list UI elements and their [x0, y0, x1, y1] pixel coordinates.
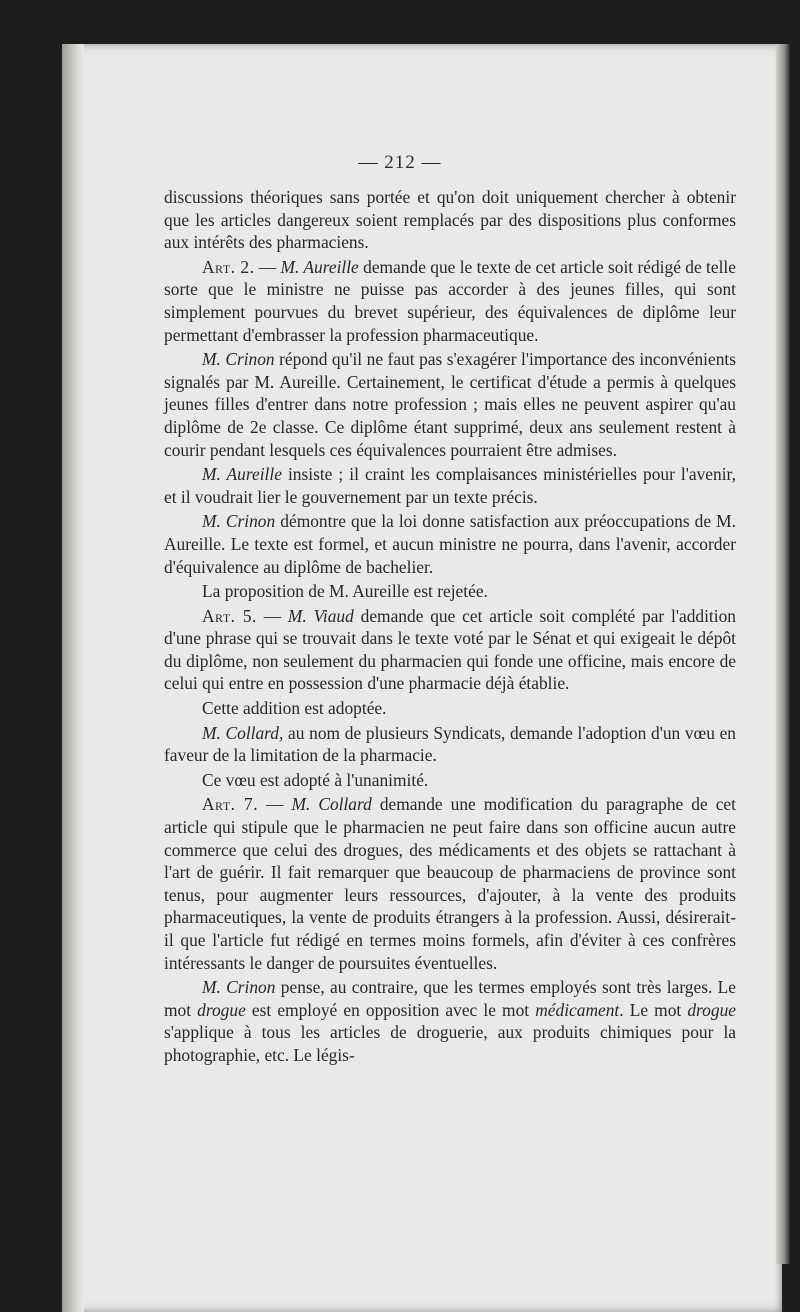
speaker-name: M. Collard, — [202, 722, 284, 743]
paragraph-voeu-adopted — [164, 769, 736, 792]
paragraph-text: demande une modification du paragraphe de cet article qui stipule que le pharmacien ne peut faire dans son officine aucun autre commerce que celui des drogues, des médicaments et des objets se rattachant à l'art de guérir. Il fait remarquer que beaucoup de pharmaciens de province sont tenus, pour augmenter leurs ressources, d'ajouter, à la vente des produits pharmaceutiques, la vente de produits étrangers à la profession. Aussi, désirerait-il que l'article fut rédigé en termes moins formels, afin d'éviter à ces confrères intéressants le danger de poursuites éventuelles. — [164, 794, 736, 973]
paragraph-text: Cette addition est adoptée. — [202, 698, 387, 719]
speaker-name: M. Crinon — [202, 511, 276, 532]
dash: — — [254, 256, 281, 277]
speaker-name: M. Crinon — [202, 977, 276, 998]
speaker-name: M. Aureille — [202, 464, 282, 485]
paragraph-text: demande que cet article soit complété par l'addition d'une phrase qui se trouvait dans le texte voté par le Sénat et qui exigeait le dépôt du diplôme, non seulement du pharmacien qui fonde une officine, mais encore de celui qui entre en possession d'une pharmacie déjà établie. — [164, 605, 736, 694]
paragraph-text: La proposition de M. Aureille est rejetée. — [202, 581, 488, 602]
paragraph-text: démontre que la loi donne satisfaction aux préoccupations de M. Aureille. Le texte est formel, et aucun ministre ne pourra, dans l'avenir, accorder d'équivalence au diplôme de bachelier. — [164, 511, 736, 577]
body-text — [164, 186, 736, 1069]
paragraph-text: demande que le texte de cet article soit rédigé de telle sorte que le ministre ne puisse pas accorder à des jeunes filles, qui sont simplement pourvues du brevet supérieur, des équivalences de diplôme leur permettant d'embrasser la profession pharmaceutique. — [164, 256, 736, 345]
dash: — — [258, 794, 292, 815]
paragraph-continuation — [164, 186, 736, 254]
paragraph-aureille-insists — [164, 463, 736, 508]
article-number: Art. 2. — [202, 256, 255, 277]
speaker-name: M. Viaud — [287, 605, 354, 626]
paragraph-text: insiste ; il craint les complaisances ministérielles pour l'avenir, et il voudrait lier le gouvernement par un texte précis. — [164, 464, 736, 507]
paragraph-text: au nom de plusieurs Syndicats, demande l'adoption d'un vœu en faveur de la limitation de la pharmacie. — [164, 722, 736, 766]
paragraph-art-7 — [164, 793, 736, 974]
paragraph-text: . Le mot — [619, 999, 688, 1020]
emphasis-word: drogue — [687, 999, 736, 1020]
speaker-name: M. Crinon — [202, 349, 275, 370]
paragraph-text: pense, au contraire, que les termes employés sont très larges. Le mot — [164, 977, 736, 1020]
paragraph-text: est employé en opposition avec le mot — [245, 999, 536, 1020]
page-binding-shadow — [62, 44, 84, 1312]
page-edge — [776, 44, 790, 1264]
article-number: Art. 7. — [202, 794, 259, 815]
paragraph-text: Ce vœu est adopté à l'unanimité. — [202, 769, 429, 790]
paragraph-text: discussions théoriques sans portée et qu'on doit uniquement chercher à obtenir que les articles dangereux soient remplacés par des dispositions plus conformes aux intérêts des pharmaciens. — [164, 187, 736, 253]
paragraph-addition-adopted — [164, 697, 736, 720]
article-number: Art. 5. — [202, 605, 257, 626]
emphasis-word: médicament — [535, 999, 620, 1020]
paragraph-crinon-demonstrates — [164, 510, 736, 578]
paragraph-art-5 — [164, 605, 736, 695]
paragraph-text: répond qu'il ne faut pas s'exagérer l'importance des inconvénients signalés par M. Aureille. Certainement, le certificat d'étude a permis à quelques jeunes filles d'entrer dans notre profession ; mais elles ne peuvent aspirer qu'au diplôme de 2e classe. Ce diplôme étant supprimé, deux ans seulement restent à courir pendant lesquels ces équivalences pourraient être admises. — [164, 349, 736, 460]
paragraph-collard-voeu — [164, 722, 736, 767]
paragraph-crinon-reply — [164, 348, 736, 461]
page-number: — 212 — — [358, 152, 442, 173]
speaker-name: M. Aureille — [280, 256, 359, 277]
paragraph-crinon-thinks — [164, 976, 736, 1066]
paragraph-art-2 — [164, 256, 736, 346]
speaker-name: M. Collard — [291, 794, 372, 815]
paragraph-text: s'applique à tous les articles de droguerie, aux produits chimiques pour la photographie, etc. Le légis- — [164, 1022, 736, 1065]
paragraph-proposal-rejected — [164, 580, 736, 603]
emphasis-word: drogue — [197, 999, 246, 1020]
dash: — — [256, 605, 288, 626]
